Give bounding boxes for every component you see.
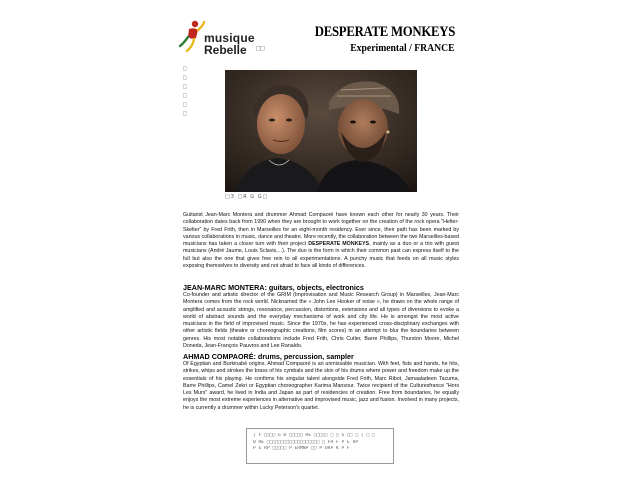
photo-caption: □3 □R G G□ — [225, 194, 269, 200]
intro-text: Guitarist Jean-Marc Montera and drummer Ahmad Compaoré have known each other for nearly 30 years. Their collaboration dates back from 1990 when they are brought to work together on the creation of the rock opera "Helter-Skelter" by Fred Frith, then in Marseilles for an eight-month residency. Ever since, their path has been marked by various collaborations in music, dance and theatre. More recently, the collaboration between the two Marseilles-based musicians has taken a closer turn with their project — [183, 212, 459, 248]
band-photo-illustration — [225, 70, 417, 192]
missing-glyph-box: □□ — [256, 44, 265, 52]
montera-heading: JEAN-MARC MONTERA: guitars, objects, electronics — [183, 283, 364, 292]
figure-head — [192, 21, 198, 27]
right-person-eye — [350, 121, 356, 124]
figure-leg — [180, 37, 188, 46]
sidebar-glyph: □ — [183, 65, 187, 72]
montera-bio: Co-founder and artistic director of the GRIM (Improvisation and Music Research Group) in Marseilles, Jean-Marc Montera comes from the rock world. Nicknamed the « John Lee Hooker of noise », he draws on the whole range of amplified and acoustic strings, resonance, percussion, distortions, extensions and all types of diversions to evoke a world of abstract sounds and the everyday mechanisms of work and city life. He is amongst the most active musicians in the field of improvised music. Since the 1970s, he has experienced cross-disciplinary exchanges with other artistic fields (theatre or choreographic creations, film scores) in an attempt to blur the boundaries between genres. His most notable collaborations include Fred Frith, Chris Cutler, Barre Phillips, Thurston Moore, Michel Doneda, Jean-François Pauvros and Lee Ranaldo. — [183, 292, 459, 350]
footer-line: [ F □□□□ G 0 □□□□□ RE □□□□□ □ □ S □□ □ [ □ □ — [253, 433, 375, 438]
page-title: DESPERATE MONKEYS — [314, 24, 455, 40]
sidebar-glyph: □ — [183, 83, 187, 90]
figure-leg-2 — [187, 39, 194, 51]
footer-contact-box — [246, 428, 394, 464]
figure-arm — [198, 22, 204, 30]
band-photo — [225, 70, 417, 192]
sidebar-glyph-column — [183, 64, 191, 118]
project-name: DESPERATE MONKEYS — [308, 241, 370, 248]
dancing-figure-icon — [178, 20, 206, 56]
sidebar-glyph: □ — [183, 74, 187, 81]
sidebar-glyph: □ — [183, 101, 187, 108]
right-person-earring — [387, 131, 390, 134]
intro-text-continued: , mainly as a duo or a trio with guest musicians (André Jaume, Louis Sclavis,...). The duo is the form in which their common past can express itself to the full but also the one that gives free rein to all experimentations. A punchy music that feeds on all music styles exposing themselves to diversity and not afraid to face all kinds of differences. — [183, 241, 459, 270]
musique-rebelle-logo — [178, 20, 268, 56]
sidebar-glyph: □ — [183, 110, 187, 117]
left-person-face — [257, 94, 305, 154]
sidebar-glyph: □ — [183, 92, 187, 99]
right-person-eye — [370, 121, 376, 124]
left-person-eye — [269, 119, 275, 122]
logo-line-musique: musique — [204, 31, 255, 45]
figure-body — [188, 28, 198, 39]
compaore-bio: Of Egyptian and Burkinabé origins, Ahmad Compaoré is an unmissable musician. With feet, fists and hands, he hits, strikes, whips and strokes the brass of his cymbals and the skin of his drums where power and freedom make up the essentials of his playing. He confirms his singular talent alongside Fred Frith, Marc Ribot, Jamaaladeen Tacuma, Barre Phillips, Camel Zekri or Egyptian choreographer Karima Mansour. Twice recipient of the Culturesfrance "Hors Les Murs" award, he lived in India and Japan as part of residencies of creation. Free from boundaries, he equally enjoys the most extreme experiences in alternative and improvised music, jazz and fusion. Involved in many projects, he is currently a drummer within Lucky Peterson's quartet. — [183, 361, 459, 411]
left-person-eye — [286, 119, 292, 122]
logo-line-rebelle: Rebelle — [204, 43, 247, 57]
footer-line: 0 RE □□□□□□□□□□□□□□□□□□□ □ FR F P E RP — [253, 439, 359, 445]
footer-line: P E RP □□□□□ P ERMNP □□ P ORP K P F — [253, 446, 350, 451]
intro-paragraph — [183, 212, 459, 270]
page-subtitle: Experimental / FRANCE — [350, 42, 455, 54]
compaore-heading: AHMAD COMPAORÉ: drums, percussion, sampler — [183, 352, 354, 361]
